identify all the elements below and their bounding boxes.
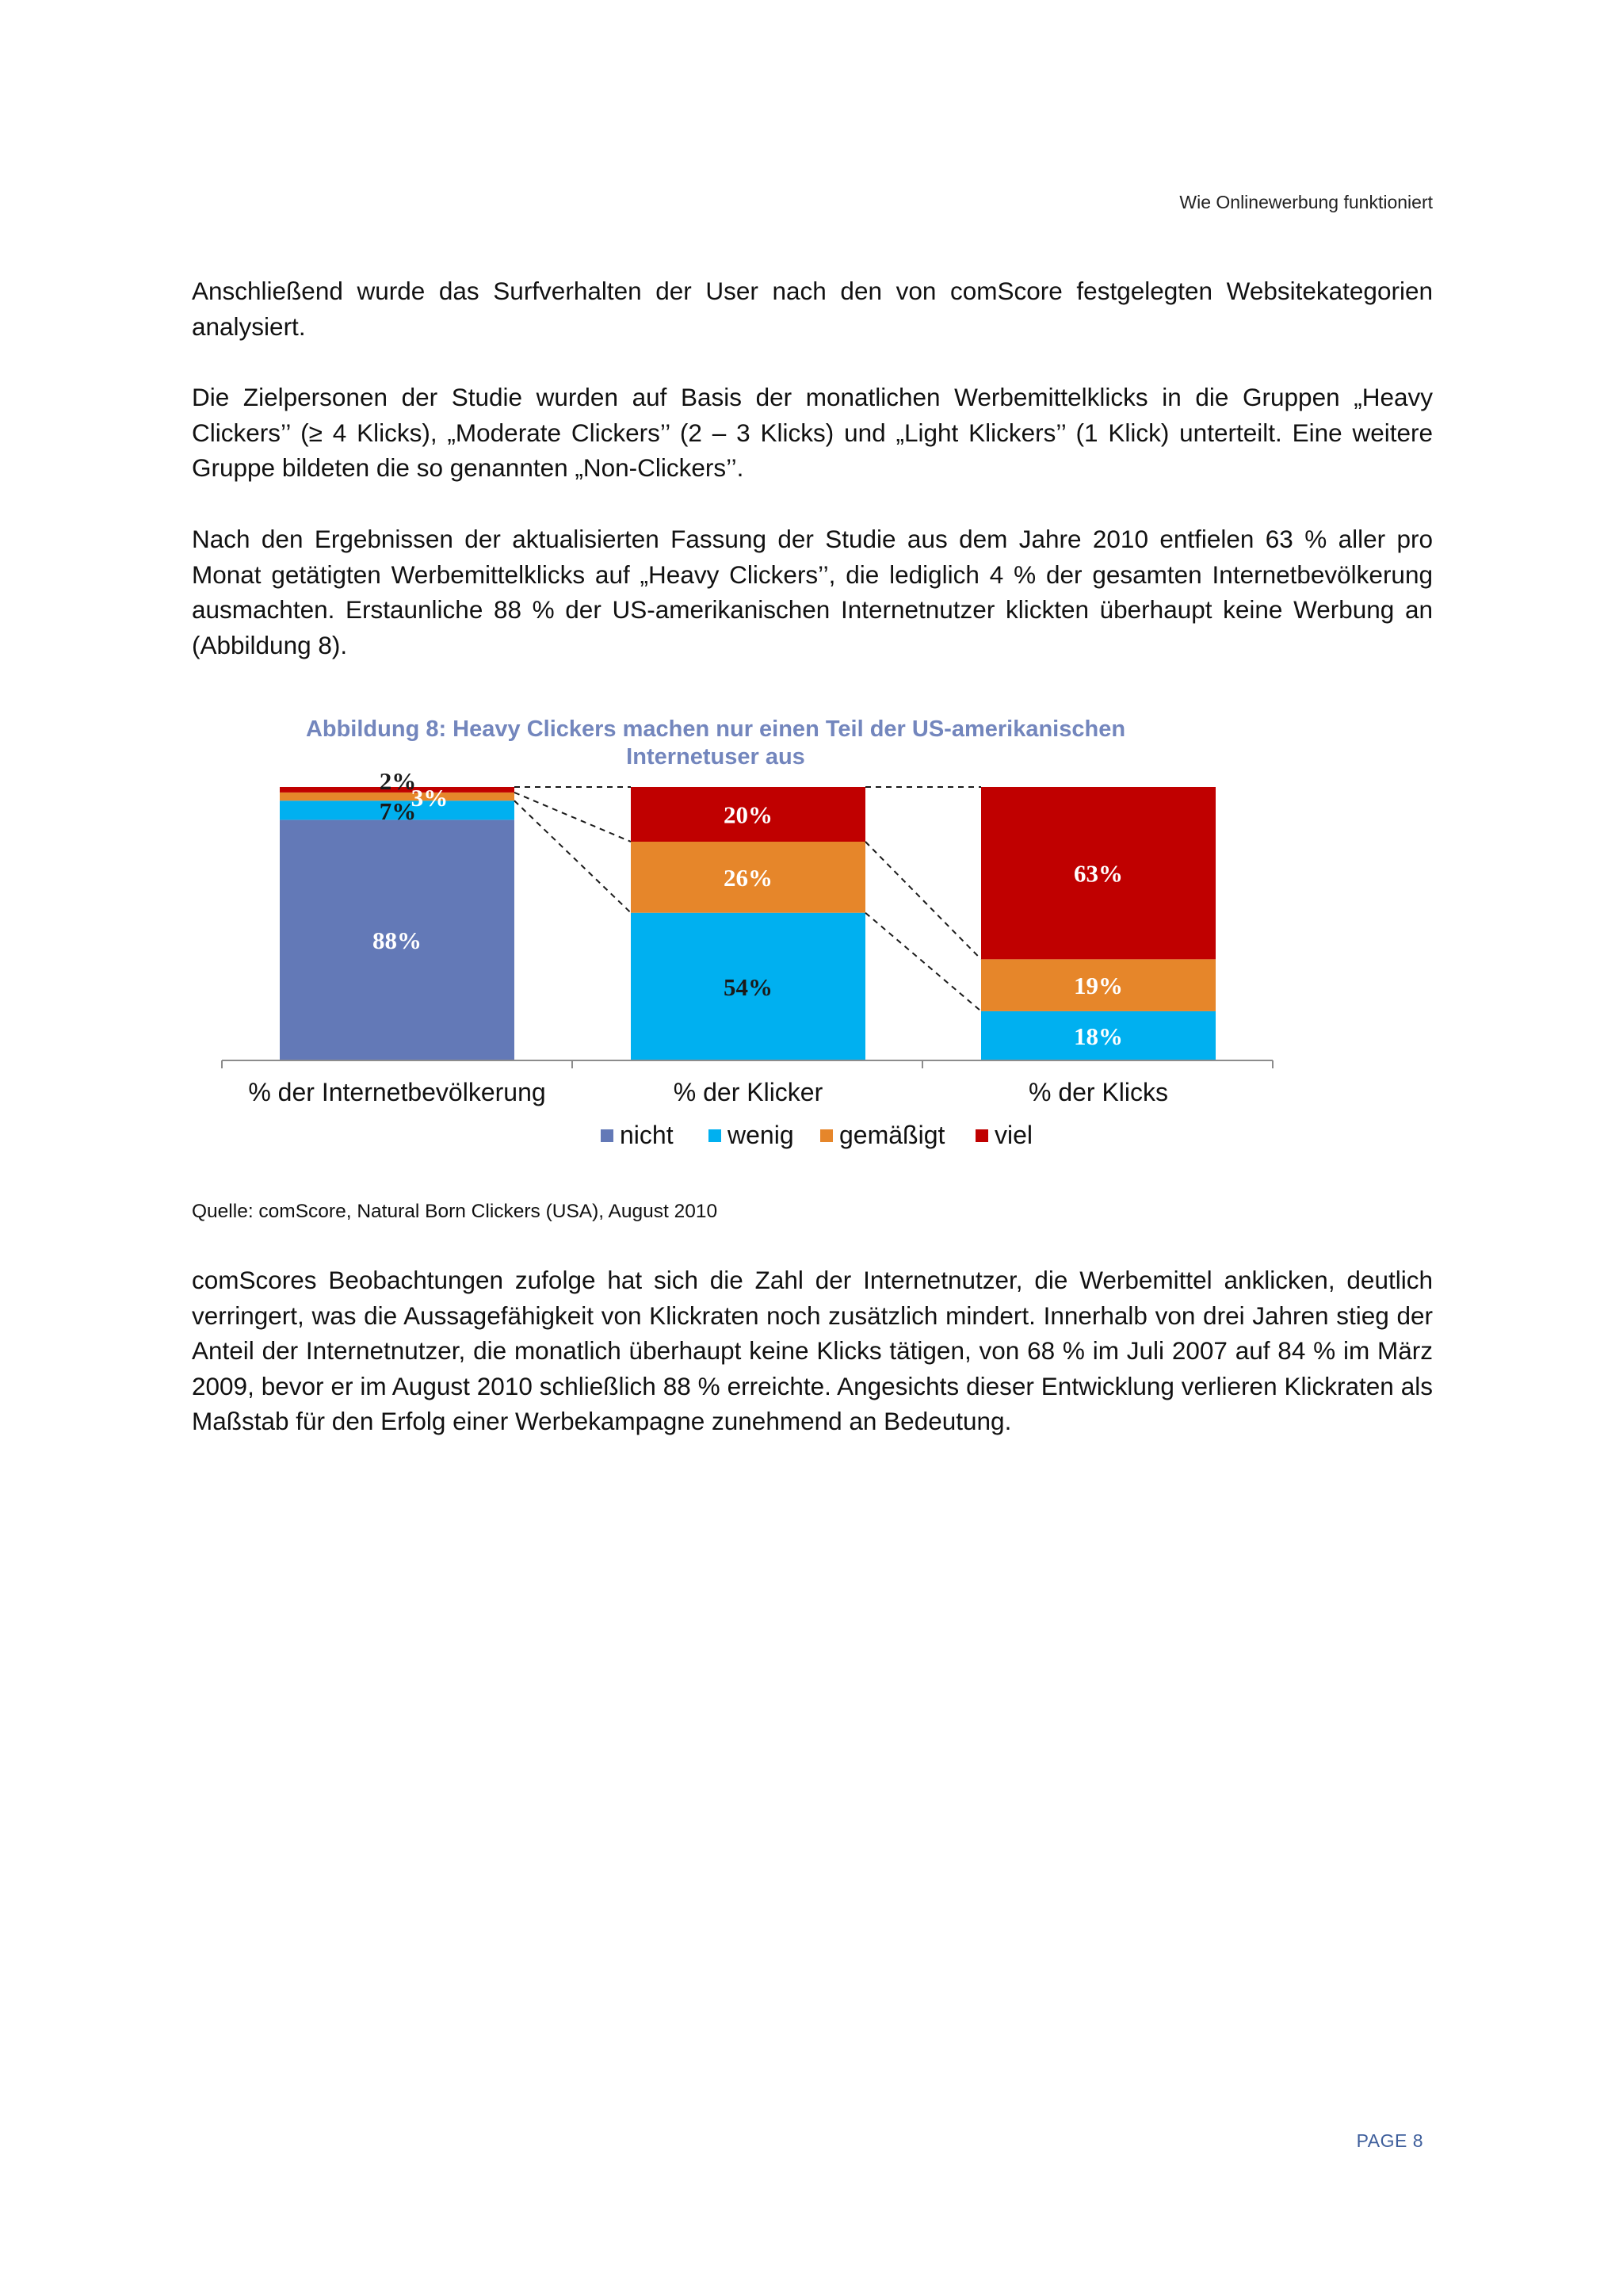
paragraph-4: comScores Beobachtungen zufolge hat sich die Zahl der Internetnutzer, die Werbemittel anklicken, deutlich verringert, was die Aussagefähigkeit von Klickraten noch zusätzlich mindert. Innerhalb von drei Jahren stieg der Anteil der Internetnutzer, die monatlich überhaupt keine Klicks tätigen, von 68 % im Juli 2007 auf 84 % im März 2009, bevor er im August 2010 schließlich 88 % erreichte. Angesichts dieser Entwicklung verlieren Klickraten als Maßstab für den Erfolg einer Werbekampagne zunehmend an Bedeutung. — [192, 1266, 1433, 1435]
data-label-viel-2: 20% — [724, 800, 773, 829]
paragraph-2: Die Zielpersonen der Studie wurden auf Basis der monatlichen Werbemittelklicks in die Gruppen „Heavy Clickers’’ (≥ 4 Klicks), „Moderate Clickers’’ (2 – 3 Klicks) und „Light Klickers’’ (1 Klick) unterteilt. Eine weitere Gruppe bildeten die so genannten „Non-Clickers’’. — [192, 383, 1433, 482]
connector-viel-2-3 — [865, 842, 981, 959]
figure-source: Quelle: comScore, Natural Born Clickers (USA), August 2010 — [192, 1201, 718, 1222]
legend-swatch-wenig — [708, 1129, 721, 1142]
data-label-viel-1: 2% — [379, 767, 417, 795]
data-label-wenig-3: 18% — [1074, 1022, 1123, 1050]
x-tick-label-2: % der Klicker — [673, 1078, 823, 1106]
x-tick-label-1: % der Internetbevölkerung — [248, 1078, 546, 1106]
data-label-gemäßigt-2: 26% — [724, 863, 773, 892]
legend-swatch-nicht — [601, 1129, 613, 1142]
running-header: Wie Onlinewerbung funktioniert — [1179, 192, 1433, 212]
data-label-wenig-2: 54% — [724, 972, 773, 1001]
legend-swatch-viel — [976, 1129, 988, 1142]
chart-title-line-2: Internetuser aus — [626, 744, 805, 770]
legend-label-wenig: wenig — [727, 1121, 794, 1149]
data-label-gemäßigt-1: 3% — [411, 784, 449, 812]
chart-title-line-1: Abbildung 8: Heavy Clickers machen nur einen Teil der US-amerikanischen — [305, 716, 1126, 742]
page-number: PAGE 8 — [1356, 2130, 1423, 2151]
data-label-nicht-1: 88% — [372, 926, 422, 955]
connector-gemaessigt-2-3 — [865, 913, 981, 1011]
legend-label-nicht: nicht — [620, 1121, 674, 1149]
paragraph-1: Anschließend wurde das Surfverhalten der User nach den von comScore festgelegten Websitekategorien analysiert. — [192, 277, 1433, 341]
legend-label-gemäßigt: gemäßigt — [839, 1121, 945, 1149]
data-label-viel-3: 63% — [1074, 859, 1123, 888]
legend-label-viel: viel — [995, 1121, 1033, 1149]
paragraph-3: Nach den Ergebnissen der aktualisierten Fassung der Studie aus dem Jahre 2010 entfielen 63 % aller pro Monat getätigten Werbemittelklicks auf „Heavy Clickers’’, die lediglich 4 % der gesamten Internetbevölkerung ausmachten. Erstaunliche 88 % der US-amerikanischen Internetnutzer klickten überhaupt keine Werbung an (Abbildung 8). — [192, 525, 1433, 659]
data-label-gemäßigt-3: 19% — [1074, 972, 1123, 1000]
x-tick-label-3: % der Klicks — [1028, 1078, 1169, 1106]
data-label-wenig-1: 7% — [379, 797, 417, 825]
legend-swatch-gemäßigt — [820, 1129, 833, 1142]
